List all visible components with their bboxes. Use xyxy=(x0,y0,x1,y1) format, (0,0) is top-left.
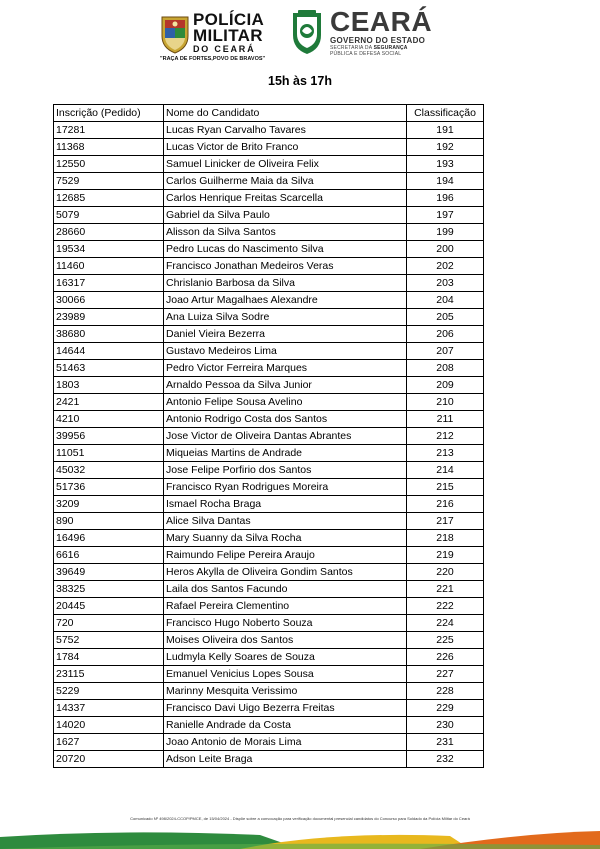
cell-inscricao: 19534 xyxy=(54,241,164,258)
footer-note: Comunicado Nº 498/2024-CCOP/PMCE, de 15/04/2024 - Dispõe sobre a convocação para verificação documental presencial candidatos do Concurso para Soldado da Polícia Militar do Ceará xyxy=(130,816,470,821)
table-row xyxy=(54,122,484,139)
cell-classificacao: 212 xyxy=(407,428,484,445)
cell-nome: Joao Antonio de Morais Lima xyxy=(164,734,407,751)
table-row xyxy=(54,615,484,632)
cell-inscricao: 4210 xyxy=(54,411,164,428)
cell-nome: Miqueias Martins de Andrade xyxy=(164,445,407,462)
cell-inscricao: 16317 xyxy=(54,275,164,292)
cell-nome: Ismael Rocha Braga xyxy=(164,496,407,513)
table-row xyxy=(54,360,484,377)
cell-nome: Marinny Mesquita Verissimo xyxy=(164,683,407,700)
table-row xyxy=(54,683,484,700)
cell-nome: Jose Victor de Oliveira Dantas Abrantes xyxy=(164,428,407,445)
table-row xyxy=(54,462,484,479)
cell-classificacao: 215 xyxy=(407,479,484,496)
table-row xyxy=(54,292,484,309)
table-row xyxy=(54,139,484,156)
table-row xyxy=(54,258,484,275)
cell-classificacao: 219 xyxy=(407,547,484,564)
cell-classificacao: 216 xyxy=(407,496,484,513)
cell-nome: Jose Felipe Porfirio dos Santos xyxy=(164,462,407,479)
cell-classificacao: 226 xyxy=(407,649,484,666)
cell-classificacao: 206 xyxy=(407,326,484,343)
table-row xyxy=(54,717,484,734)
governo-ceara-wordmark xyxy=(330,8,450,57)
cell-nome: Francisco Davi Uigo Bezerra Freitas xyxy=(164,700,407,717)
cell-nome: Mary Suanny da Silva Rocha xyxy=(164,530,407,547)
table-row xyxy=(54,309,484,326)
table-row xyxy=(54,343,484,360)
cell-nome: Francisco Ryan Rodrigues Moreira xyxy=(164,479,407,496)
cell-inscricao: 6616 xyxy=(54,547,164,564)
cell-nome: Ludmyla Kelly Soares de Souza xyxy=(164,649,407,666)
cell-nome: Ranielle Andrade da Costa xyxy=(164,717,407,734)
cell-nome: Daniel Vieira Bezerra xyxy=(164,326,407,343)
cell-inscricao: 11368 xyxy=(54,139,164,156)
cell-classificacao: 202 xyxy=(407,258,484,275)
governo-do-estado: GOVERNO DO ESTADO xyxy=(330,36,426,45)
table-row xyxy=(54,275,484,292)
cell-inscricao: 39649 xyxy=(54,564,164,581)
cell-classificacao: 222 xyxy=(407,598,484,615)
cell-classificacao: 199 xyxy=(407,224,484,241)
table-row xyxy=(54,564,484,581)
table-row xyxy=(54,496,484,513)
policia-militar-wordmark xyxy=(193,12,303,54)
cell-inscricao: 14020 xyxy=(54,717,164,734)
cell-classificacao: 217 xyxy=(407,513,484,530)
cell-inscricao: 14337 xyxy=(54,700,164,717)
cell-inscricao: 38325 xyxy=(54,581,164,598)
cell-classificacao: 204 xyxy=(407,292,484,309)
candidate-table xyxy=(53,104,484,768)
cell-inscricao: 12550 xyxy=(54,156,164,173)
secretaria-line1-b: SEGURANÇA xyxy=(373,45,408,51)
cell-inscricao: 45032 xyxy=(54,462,164,479)
cell-classificacao: 197 xyxy=(407,207,484,224)
pm-line3: DO CEARÁ xyxy=(193,44,256,54)
header-inscricao: Inscrição (Pedido) xyxy=(54,105,164,122)
cell-classificacao: 228 xyxy=(407,683,484,700)
cell-nome: Ana Luiza Silva Sodre xyxy=(164,309,407,326)
page-header xyxy=(0,8,600,66)
time-slot-title: 15h às 17h xyxy=(268,74,332,88)
cell-nome: Moises Oliveira dos Santos xyxy=(164,632,407,649)
cell-classificacao: 192 xyxy=(407,139,484,156)
cell-nome: Laila dos Santos Facundo xyxy=(164,581,407,598)
cell-nome: Pedro Victor Ferreira Marques xyxy=(164,360,407,377)
cell-inscricao: 5079 xyxy=(54,207,164,224)
cell-nome: Antonio Rodrigo Costa dos Santos xyxy=(164,411,407,428)
table-row xyxy=(54,428,484,445)
table-row xyxy=(54,411,484,428)
cell-classificacao: 209 xyxy=(407,377,484,394)
policia-militar-shield-icon xyxy=(160,14,190,54)
cell-inscricao: 51463 xyxy=(54,360,164,377)
table-row xyxy=(54,530,484,547)
cell-inscricao: 3209 xyxy=(54,496,164,513)
cell-inscricao: 17281 xyxy=(54,122,164,139)
cell-classificacao: 221 xyxy=(407,581,484,598)
cell-classificacao: 213 xyxy=(407,445,484,462)
ceara-title: CEARÁ xyxy=(330,6,433,37)
table-row xyxy=(54,241,484,258)
cell-nome: Samuel Linicker de Oliveira Felix xyxy=(164,156,407,173)
table-row xyxy=(54,649,484,666)
cell-nome: Lucas Ryan Carvalho Tavares xyxy=(164,122,407,139)
cell-inscricao: 39956 xyxy=(54,428,164,445)
table-row xyxy=(54,156,484,173)
table-row xyxy=(54,190,484,207)
table-row xyxy=(54,207,484,224)
cell-classificacao: 220 xyxy=(407,564,484,581)
cell-nome: Adson Leite Braga xyxy=(164,751,407,768)
cell-inscricao: 890 xyxy=(54,513,164,530)
cell-classificacao: 229 xyxy=(407,700,484,717)
cell-inscricao: 7529 xyxy=(54,173,164,190)
cell-inscricao: 38680 xyxy=(54,326,164,343)
cell-inscricao: 5752 xyxy=(54,632,164,649)
cell-inscricao: 11460 xyxy=(54,258,164,275)
table-row xyxy=(54,581,484,598)
cell-nome: Emanuel Venicius Lopes Sousa xyxy=(164,666,407,683)
cell-classificacao: 191 xyxy=(407,122,484,139)
table-body xyxy=(54,122,484,768)
secretaria-line1-a: SECRETARIA DA xyxy=(330,45,374,51)
footer-decorative-band xyxy=(0,827,600,849)
cell-nome: Gabriel da Silva Paulo xyxy=(164,207,407,224)
cell-nome: Gustavo Medeiros Lima xyxy=(164,343,407,360)
cell-nome: Alisson da Silva Santos xyxy=(164,224,407,241)
table-row xyxy=(54,224,484,241)
table-row xyxy=(54,394,484,411)
header-nome: Nome do Candidato xyxy=(164,105,407,122)
table-header-row xyxy=(54,105,484,122)
cell-inscricao: 20720 xyxy=(54,751,164,768)
cell-classificacao: 200 xyxy=(407,241,484,258)
cell-nome: Alice Silva Dantas xyxy=(164,513,407,530)
cell-nome: Raimundo Felipe Pereira Araujo xyxy=(164,547,407,564)
table-row xyxy=(54,666,484,683)
table-row xyxy=(54,751,484,768)
cell-inscricao: 51736 xyxy=(54,479,164,496)
cell-nome: Antonio Felipe Sousa Avelino xyxy=(164,394,407,411)
cell-inscricao: 30066 xyxy=(54,292,164,309)
pm-line2: MILITAR xyxy=(193,26,263,45)
cell-inscricao: 12685 xyxy=(54,190,164,207)
cell-nome: Francisco Hugo Noberto Souza xyxy=(164,615,407,632)
table-row xyxy=(54,513,484,530)
cell-nome: Carlos Henrique Freitas Scarcella xyxy=(164,190,407,207)
table-row xyxy=(54,734,484,751)
cell-classificacao: 203 xyxy=(407,275,484,292)
cell-nome: Carlos Guilherme Maia da Silva xyxy=(164,173,407,190)
cell-classificacao: 205 xyxy=(407,309,484,326)
cell-classificacao: 225 xyxy=(407,632,484,649)
cell-inscricao: 14644 xyxy=(54,343,164,360)
cell-classificacao: 194 xyxy=(407,173,484,190)
table-row xyxy=(54,445,484,462)
pm-slogan: "RAÇA DE FORTES,POVO DE BRAVOS" xyxy=(160,56,266,62)
ceara-coat-of-arms-icon xyxy=(290,9,324,55)
table-row xyxy=(54,326,484,343)
table-row xyxy=(54,173,484,190)
pm-line1: POLÍCIA xyxy=(193,10,265,29)
cell-inscricao: 1627 xyxy=(54,734,164,751)
table-row xyxy=(54,700,484,717)
cell-classificacao: 231 xyxy=(407,734,484,751)
cell-nome: Pedro Lucas do Nascimento Silva xyxy=(164,241,407,258)
cell-inscricao: 11051 xyxy=(54,445,164,462)
cell-classificacao: 210 xyxy=(407,394,484,411)
cell-classificacao: 224 xyxy=(407,615,484,632)
cell-nome: Lucas Victor de Brito Franco xyxy=(164,139,407,156)
cell-inscricao: 1803 xyxy=(54,377,164,394)
table-row xyxy=(54,377,484,394)
cell-classificacao: 230 xyxy=(407,717,484,734)
secretaria-line2: PÚBLICA E DEFESA SOCIAL xyxy=(330,51,402,57)
cell-nome: Rafael Pereira Clementino xyxy=(164,598,407,615)
table-row xyxy=(54,598,484,615)
cell-inscricao: 28660 xyxy=(54,224,164,241)
cell-inscricao: 1784 xyxy=(54,649,164,666)
cell-inscricao: 23115 xyxy=(54,666,164,683)
cell-inscricao: 720 xyxy=(54,615,164,632)
header-classificacao: Classificação xyxy=(407,105,484,122)
table-row xyxy=(54,632,484,649)
cell-inscricao: 5229 xyxy=(54,683,164,700)
table-row xyxy=(54,479,484,496)
cell-classificacao: 218 xyxy=(407,530,484,547)
cell-classificacao: 196 xyxy=(407,190,484,207)
cell-classificacao: 227 xyxy=(407,666,484,683)
cell-classificacao: 207 xyxy=(407,343,484,360)
cell-nome: Francisco Jonathan Medeiros Veras xyxy=(164,258,407,275)
cell-classificacao: 232 xyxy=(407,751,484,768)
table-row xyxy=(54,547,484,564)
cell-inscricao: 20445 xyxy=(54,598,164,615)
cell-nome: Chrislanio Barbosa da Silva xyxy=(164,275,407,292)
cell-inscricao: 2421 xyxy=(54,394,164,411)
cell-classificacao: 211 xyxy=(407,411,484,428)
cell-classificacao: 193 xyxy=(407,156,484,173)
cell-nome: Joao Artur Magalhaes Alexandre xyxy=(164,292,407,309)
cell-classificacao: 214 xyxy=(407,462,484,479)
cell-inscricao: 16496 xyxy=(54,530,164,547)
cell-nome: Arnaldo Pessoa da Silva Junior xyxy=(164,377,407,394)
cell-inscricao: 23989 xyxy=(54,309,164,326)
cell-classificacao: 208 xyxy=(407,360,484,377)
cell-nome: Heros Akylla de Oliveira Gondim Santos xyxy=(164,564,407,581)
